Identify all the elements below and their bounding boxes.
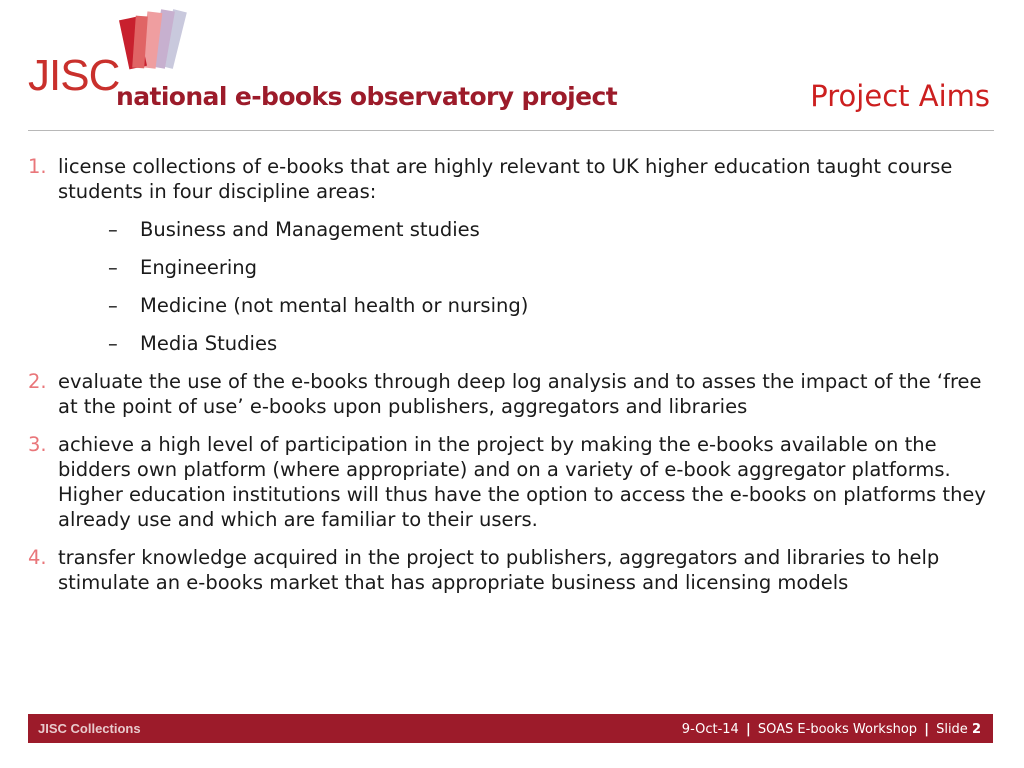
jisc-logo [28,6,618,124]
list-item-text: achieve a high level of participation in the project by making the e-books available on the bidders own platform (where appropriate) and on a variety of e-book aggregator platforms. Higher education institutions will thus have the option to access the e-books on platforms they already use and which are familiar to their users. [58,433,986,531]
footer-separator: | [924,722,929,737]
project-name: national e-books observatory project [116,82,618,111]
slide-title: Project Aims [810,79,990,113]
list-item-text: transfer knowledge acquired in the project to publishers, aggregators and libraries to help stimulate an e-books market that has appropriate business and licensing models [58,546,940,594]
list-item [28,154,988,356]
list-number: 4. [28,546,47,569]
list-item-text: evaluate the use of the e-books through deep log analysis and to asses the impact of the ‘free at the point of use’ e-books upon publishers, aggregators and libraries [58,370,982,418]
list-item-text: license collections of e-books that are highly relevant to UK higher education taught course students in four discipline areas: [58,155,953,203]
list-number: 3. [28,433,47,456]
sub-list-item [58,293,988,318]
footer-event: SOAS E-books Workshop [757,722,918,737]
list-item [28,545,988,595]
header-divider [28,130,994,131]
sub-list-item-text: Business and Management studies [140,218,480,241]
footer-slide-label: Slide [936,722,968,737]
sub-list-item [58,255,988,280]
footer-slide-number: 2 [971,722,981,737]
footer-organisation: JISC Collections [38,721,141,736]
footer-info [682,722,981,737]
list-item [28,369,988,419]
aims-list [28,154,988,608]
jisc-wordmark: JISC [28,51,120,100]
sub-list-item-text: Engineering [140,256,257,279]
sub-bullet: – [108,218,118,241]
list-number: 1. [28,155,47,178]
sub-bullet: – [108,294,118,317]
footer-separator: | [745,722,751,737]
footer-bar [28,714,993,743]
books-logo-icon [114,6,204,78]
sub-bullet: – [108,332,118,355]
sub-list-item [58,217,988,242]
sub-list-item-text: Medicine (not mental health or nursing) [140,294,529,317]
footer-date: 9-Oct-14 [681,722,739,737]
sub-list-item [58,331,988,356]
list-item [28,432,988,532]
list-number: 2. [28,370,47,393]
sub-list-item-text: Media Studies [140,332,278,355]
sub-bullet: – [108,256,118,279]
